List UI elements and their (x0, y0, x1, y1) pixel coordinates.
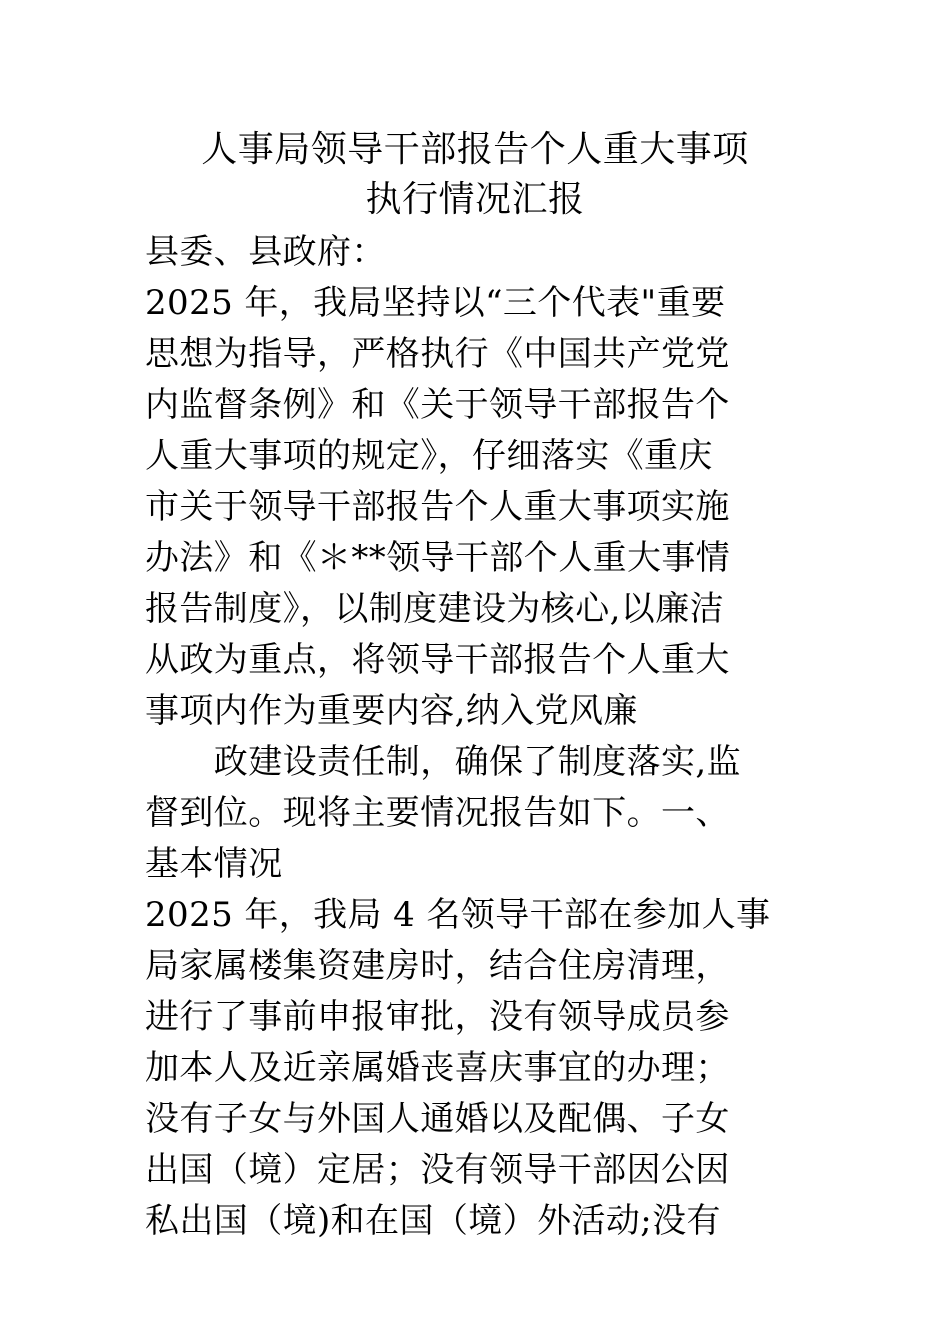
body-line: 2025 年，我局坚持以“三个代表"重要 (145, 283, 726, 323)
body-line: 加本人及近亲属婚丧喜庆事宜的办理； (145, 1048, 730, 1088)
body-line: 思想为指导，严格执行《中国共产党党 (145, 334, 730, 374)
salutation: 县委、县政府： (145, 232, 386, 272)
body-line: 出国（境）定居；没有领导干部因公因 (145, 1150, 730, 1190)
body-line: 内监督条例》和《关于领导干部报告个 (145, 385, 730, 425)
document-title-line-1: 人事局领导干部报告个人重大事项 (201, 129, 749, 170)
document-title-line-2: 执行情况汇报 (365, 179, 585, 220)
body-line: 人重大事项的规定》，仔细落实《重庆 (145, 436, 713, 476)
body-line: 进行了事前申报审批，没有领导成员参 (145, 997, 730, 1037)
body-line: 办法》和《＊**领导干部个人重大事情 (145, 538, 731, 578)
body-line: 2025 年，我局 4 名领导干部在参加人事 (145, 895, 771, 935)
body-line: 督到位。现将主要情况报告如下。一、 (145, 793, 730, 833)
body-line: 事项内作为重要内容,纳入党风廉 (145, 691, 638, 731)
body-line: 报告制度》，以制度建设为核心,以廉洁 (145, 589, 725, 629)
body-line: 市关于领导干部报告个人重大事项实施 (145, 487, 730, 527)
body-line: 从政为重点，将领导干部报告个人重大 (145, 640, 730, 680)
body-line: 没有子女与外国人通婚以及配偶、子女 (145, 1099, 730, 1139)
section-heading: 基本情况 (145, 844, 283, 884)
body-line: 局家属楼集资建房时，结合住房清理， (145, 946, 730, 986)
body-line: 政建设责任制，确保了制度落实,监 (145, 742, 742, 782)
body-line: 私出国（境)和在国（境）外活动;没有 (145, 1201, 721, 1241)
